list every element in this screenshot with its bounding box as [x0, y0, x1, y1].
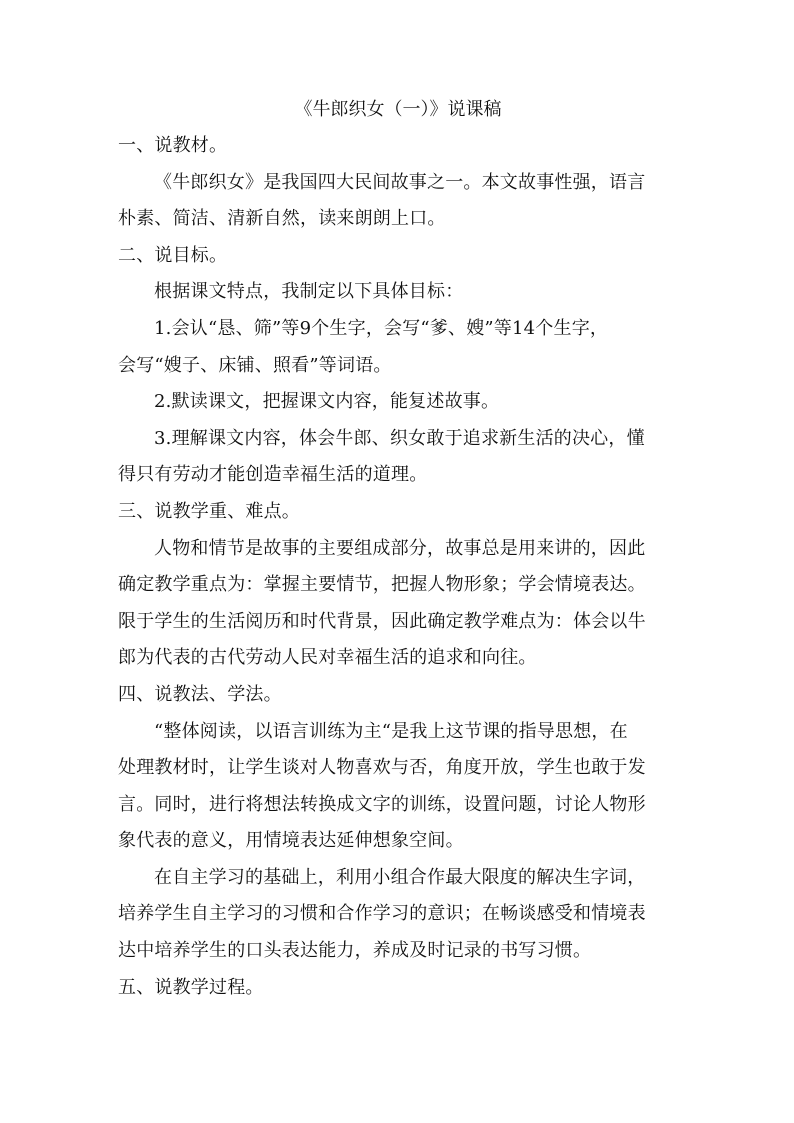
paragraph-line: 1.会认“恳、筛”等9个生字，会写“爹、嫂”等14个生字， — [154, 317, 609, 339]
paragraph-line: 确定教学重点为：掌握主要情节，把握人物形象；学会情境表达。 — [118, 574, 646, 596]
paragraph-line: 培养学生自主学习的习惯和合作学习的意识；在畅谈感受和情境表 — [118, 903, 646, 925]
paragraph-line: 限于学生的生活阅历和时代背景，因此确定教学难点为：体会以牛 — [118, 610, 646, 632]
section-heading: 三、说教学重、难点。 — [118, 500, 300, 522]
paragraph-line: 2.默读课文，把握课文内容，能复述故事。 — [154, 391, 500, 413]
section-heading: 五、说教学过程。 — [118, 976, 264, 998]
paragraph-line: 处理教材时，让学生谈对人物喜欢与否，角度开放，学生也敢于发 — [118, 757, 646, 779]
section-heading: 二、说目标。 — [118, 244, 228, 266]
paragraph-line: 根据课文特点，我制定以下具体目标： — [154, 281, 464, 303]
paragraph-line: 《牛郎织女》是我国四大民间故事之一。本文故事性强，语言 — [154, 171, 646, 193]
paragraph-line: 得只有劳动才能创造幸福生活的道理。 — [118, 464, 428, 486]
section-heading: 四、说教法、学法。 — [118, 683, 282, 705]
document-body — [118, 128, 678, 1006]
section-heading: 一、说教材。 — [118, 135, 228, 156]
paragraph-line: 3.理解课文内容，体会牛郎、织女敢于追求新生活的决心，懂 — [154, 427, 645, 449]
paragraph-line: 郎为代表的古代劳动人民对幸福生活的追求和向往。 — [118, 647, 537, 669]
paragraph-line: 朴素、简洁、清新自然，读来朗朗上口。 — [118, 208, 446, 230]
paragraph-line: “整体阅读，以语言训练为主“是我上这节课的指导思想，在 — [154, 720, 628, 742]
paragraph-line: 达中培养学生的口头表达能力，养成及时记录的书写习惯。 — [118, 940, 592, 962]
paragraph-line: 在自主学习的基础上，利用小组合作最大限度的解决生字词， — [154, 866, 646, 888]
paragraph-line: 会写“嫂子、床铺、照看”等词语。 — [118, 354, 392, 376]
paragraph-line: 人物和情节是故事的主要组成部分，故事总是用来讲的，因此 — [154, 537, 646, 559]
document-title: 《牛郎织女（一）》说课稿 — [294, 99, 502, 120]
paragraph-line: 言。同时，进行将想法转换成文字的训练，设置问题，讨论人物形 — [118, 793, 646, 815]
document-page — [118, 92, 678, 1006]
paragraph-line: 象代表的意义，用情境表达延伸想象空间。 — [118, 830, 464, 852]
